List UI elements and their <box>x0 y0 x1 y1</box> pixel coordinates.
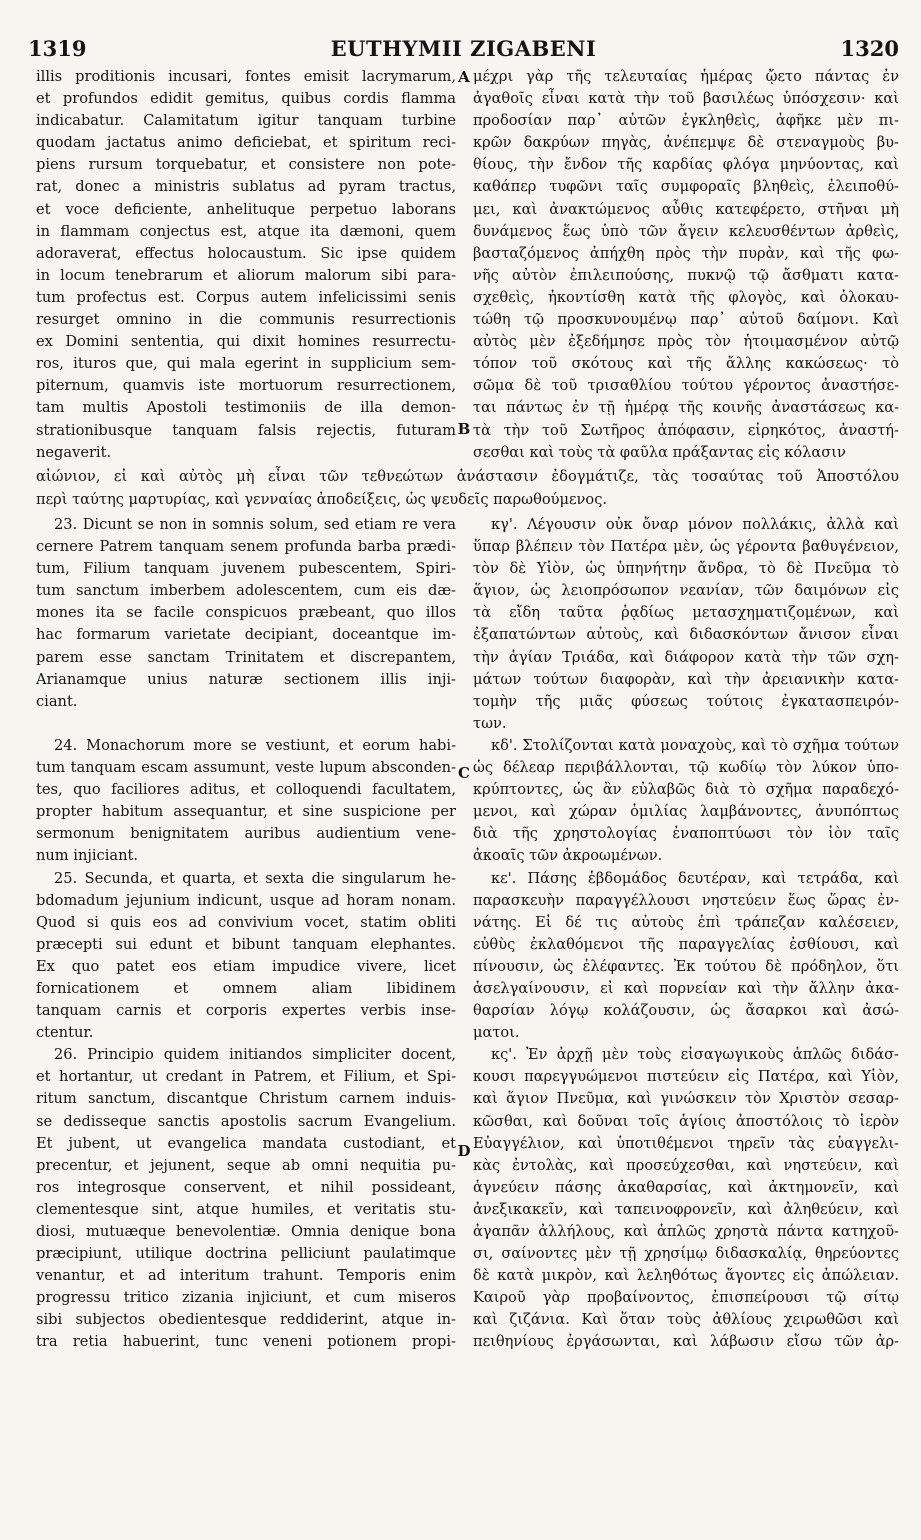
latin-text-line: se dedisseque sanctis apostolis sacrum Evangelium. <box>36 1112 456 1130</box>
latin-text-line: cernere Patrem tanquam senem profunda barba prædi- <box>36 538 456 556</box>
latin-text-line: adoraverat, effectus holocaustum. Sic ipse quidem <box>36 244 456 262</box>
latin-text-line: ciant. <box>36 692 78 710</box>
greek-text-line: δυνάμενος ἕως ὑπὸ τῶν ἄγειν κελευσθέντων ἀρθεὶς, <box>473 222 899 240</box>
greek-text-line: προδοσίαν παρ᾽ αὐτῶν ἐγκληθεὶς, ἀφῆκε μὲν πι- <box>473 112 899 130</box>
latin-text-line: tam multis Apostoli testimoniis de illa demon- <box>36 399 456 417</box>
greek-text-line: νῆς αὐτὸν ἐπιλειπούσης, πυκνῷ τῷ ἄσθματι κατα- <box>473 266 899 284</box>
paragraph-first-line: 25. Secunda, et quarta, et sexta die singularum he- <box>54 869 456 887</box>
greek-text-line: νάτης. Εἰ δέ τις αὐτοὺς ἐπὶ τράπεζαν καλέσειεν, <box>473 913 899 931</box>
greek-text-line: βασταζόμενος ἀπήχθη πρὸς τὴν πυρὰν, καὶ τῆς φω- <box>473 244 899 262</box>
latin-text-line: indicabatur. Calamitatum igitur tanquam turbine <box>36 112 456 130</box>
greek-text-line: τώθη τῷ προσκυνουμένῳ παρ᾽ αὐτοῦ δαίμονι. Καὶ <box>473 311 899 329</box>
latin-text-line: strationibusque tanquam falsis rejectis, futuram <box>36 421 456 439</box>
greek-text-line: παρασκευὴν παραγγέλλουσι νηστεύειν ἕως ὥρας ἐν- <box>473 891 899 909</box>
greek-text-line: τὰ τὴν τοῦ Σωτῆρος ἀπόφασιν, εἰρηκότος, ἀναστή- <box>473 421 899 439</box>
latin-text-line: venantur, et ad interitum trahunt. Temporis enim <box>36 1267 456 1285</box>
margin-marker-c: C <box>458 764 470 782</box>
greek-text-line: ἀνεξικακεῖν, καὶ ταπεινοφρονεῖν, καὶ ἀληθεύειν, καὶ <box>473 1200 899 1218</box>
latin-text-line: tum, Filium tanquam juvenem pubescentem, Spiri- <box>36 560 456 578</box>
greek-text-line: καὶ ζιζάνια. Καὶ ὅταν τοὺς ἀθλίους χειρωθῶσι καὶ <box>473 1311 899 1329</box>
page-number-right: 1320 <box>840 36 899 61</box>
latin-text-line: progressu tritico zizania injiciunt, et cum miseros <box>36 1289 456 1307</box>
latin-text-line: propter habitum assequantur, et sine suspicione per <box>36 803 456 821</box>
greek-text-line: κρύπτοντες, ὡς ἂν εὐλαβῶς διὰ τὸ σχῆμα παραδεχό- <box>473 781 899 799</box>
running-title: EUTHYMII ZIGABENI <box>330 36 597 61</box>
paragraph-first-line: κδ'. Στολίζονται κατὰ μοναχοὺς, καὶ τὸ σχῆμα τούτων <box>491 736 899 754</box>
latin-text-line: Arianamque unius naturæ sectionem illis inji- <box>36 670 456 688</box>
latin-text-line: præcipiunt, utilique doctrina pelliciunt paulatimque <box>36 1245 456 1263</box>
greek-text-line: θαρσίαν λόγῳ κολάζουσιν, ὡς ἄσαρκοι καὶ ἀσώ- <box>473 1002 899 1020</box>
greek-text-line: τὰ εἴδη ταῦτα ῥᾳδίως μετασχηματιζομένων, καὶ <box>473 604 899 622</box>
paragraph-first-line: 24. Monachorum more se vestiunt, et eorum habi- <box>54 736 456 754</box>
latin-text-line: fornicationem et omnem aliam libidinem <box>36 979 456 997</box>
margin-marker-d: D <box>457 1142 471 1160</box>
greek-text-line: ἀγαπᾶν ἀλλήλους, καὶ ἁπλῶς χρηστὰ πάντα κατηχοῦ- <box>473 1223 899 1240</box>
latin-text-line: ritum sanctum, discantque Christum carnem induis- <box>36 1090 456 1108</box>
latin-text-line: piens rursum torquebatur, et consistere non pote- <box>36 156 456 174</box>
latin-text-line <box>36 713 456 735</box>
greek-text-line: ἅγιον, ὡς λειοπρόσωπον νεανίαν, τῶν δαιμόνων εἰς <box>473 582 899 600</box>
latin-text-line: sibi subjectos obedientesque reddiderint, atque in- <box>36 1311 456 1329</box>
greek-text-line: κῶσθαι, καὶ δοῦναι τοῖς ἁγίοις ἀποστόλοις τὸ ἱερὸν <box>473 1112 899 1130</box>
latin-text-line: rat, donec a ministris sublatus ad pyram tractus, <box>36 178 456 196</box>
latin-text-line: tum sanctum imberbem adolescentem, cum eis dæ- <box>36 582 456 600</box>
latin-text-line: et profundos edidit gemitus, quibus cordis flamma <box>36 90 456 108</box>
latin-text-line: tes, quo faciliores aditus, et colloquendi facultatem, <box>36 781 456 799</box>
latin-text-line: præcepti sui edunt et bibunt tanquam elephantes. <box>36 935 456 953</box>
latin-text-line: in locum tenebrarum et aliorum malorum sibi para- <box>36 266 456 284</box>
latin-text-line: precentur, et jejunent, seque ab omni nequitia pu- <box>36 1156 456 1174</box>
latin-column-bottom <box>36 514 456 1354</box>
greek-text-line: τόπον τοῦ σκότους καὶ τῆς ἄλλης κακώσεως· τὸ <box>473 355 899 373</box>
latin-text-line: ctentur. <box>36 1024 94 1042</box>
latin-text-line: Et jubent, ut evangelica mandata custodiant, et <box>36 1134 456 1152</box>
paragraph-first-line: κγ'. Λέγουσιν οὐκ ὄναρ μόνον πολλάκις, ἀλλὰ καὶ <box>491 516 899 533</box>
greek-text-line: εὐθὺς ἐκλαθόμενοι τῆς παραγγελίας ἐσθίουσι, καὶ <box>473 935 899 953</box>
latin-text-line: ros, ituros que, qui mala egerint in supplicium sem- <box>36 355 456 373</box>
greek-text-line: κὰς ἐντολὰς, καὶ προσεύχεσθαι, καὶ νηστεύειν, καὶ <box>473 1156 899 1174</box>
latin-text-line: et voce deficiente, anhelituque perpetuo laborans <box>36 200 456 218</box>
paragraph-first-line: κς'. Ἐν ἀρχῇ μὲν τοὺς εἰσαγωγικοὺς ἁπλῶς διδάσ- <box>491 1046 899 1064</box>
greek-text-line: ἀγαθοῖς εἶναι κατὰ τὴν τοῦ βασιλέως ὑπόσχεσιν· καὶ <box>473 90 899 108</box>
full-width-greek-text <box>36 466 899 511</box>
greek-text-line: Καιροῦ γὰρ προβαίνοντος, ἐπισπείρουσι τῷ σίτῳ <box>473 1289 899 1307</box>
greek-text-line: ἀσελγαίνουσιν, εἰ καὶ πορνείαν καὶ τὴν ἄλλην ἀκα- <box>473 979 899 997</box>
greek-text-line: δὲ κατὰ μικρὸν, καὶ λεληθότως ἄγοντες εἰς ἀπώλειαν. <box>473 1267 899 1285</box>
page-number-left: 1319 <box>28 36 87 61</box>
latin-text-line: tra retia habuerint, tunc veneni potionem propi- <box>36 1333 456 1351</box>
greek-text-line: Εὐαγγέλιον, καὶ ὑποτιθέμενοι τηρεῖν τὰς εὐαγγελι- <box>473 1134 899 1152</box>
latin-text-line: parem esse sanctam Trinitatem et discrepantem, <box>36 648 456 666</box>
greek-text-line: αὐτὸς μὲν ἐξεδήμησε πρὸς τὸν ἡτοιμασμένον αὐτῷ <box>473 333 899 351</box>
margin-marker-b: B <box>457 420 471 438</box>
greek-text-line: κουσι παρεγγυώμενοι πιστεύειν εἰς Πατέρα, καὶ Υἱὸν, <box>473 1068 899 1086</box>
greek-text-line: διὰ τῆς χρηστολογίας ἐναποπτύωσι τὸν ἰὸν ταῖς <box>473 825 899 843</box>
greek-text-line: σῶμα δὲ τοῦ τρισαθλίου τούτου γέροντος ἀναστήσε- <box>473 377 899 395</box>
greek-text-line: ματοι. <box>473 1024 520 1042</box>
greek-text-line: θίους, τὴν ἔνδον τῆς καρδίας φλόγα μηνύοντας, καὶ <box>473 156 899 174</box>
latin-text-line: Quod si quis eos ad convivium vocet, statim obliti <box>36 913 456 931</box>
latin-text-line: quodam jactatus animo deficiebat, et spiritum reci- <box>36 134 456 152</box>
latin-text-line: piternum, quamvis iste mortuorum resurrectionem, <box>36 377 456 395</box>
paragraph-first-line: 23. Dicunt se non in somnis solum, sed etiam re vera <box>54 516 456 533</box>
greek-text-line: καθάπερ τυφῶνι ταῖς συμφοραῖς βληθεὶς, ἐλειποθύ- <box>473 178 899 196</box>
latin-text-line: tum tanquam escam assumunt, veste lupum absconden- <box>36 759 456 777</box>
latin-text-line: et hortantur, ut credant in Patrem, et Filium, et Spi- <box>36 1068 456 1086</box>
greek-text-line: ὡς δέλεαρ περιβάλλονται, τῷ κωδίῳ τὸν λύκον ὑπο- <box>473 759 899 777</box>
greek-text-line: μέχρι γὰρ τῆς τελευταίας ἡμέρας ᾤετο πάντας ἐν <box>473 68 899 85</box>
greek-text-line: μάτων τούτων διαφορὰν, καὶ τὴν ἀρειανικὴν κατα- <box>473 670 899 688</box>
latin-text-line: tanquam carnis et corporis expertes verbis inse- <box>36 1002 456 1020</box>
greek-text-line: τομὴν τῆς μιᾶς φύσεως τούτοις ἐγκατασπειρόν- <box>473 692 899 710</box>
greek-text-line: ται πάντως ἐν τῇ ἡμέρᾳ τῆς κοινῆς ἀναστάσεως κα- <box>473 399 899 417</box>
greek-text-line: ἀκοαῖς τῶν ἀκροωμένων. <box>473 847 663 865</box>
greek-text-line: μενοι, καὶ χώραν ὁμιλίας λαμβάνοντες, ἀνυπόπτως <box>473 803 899 821</box>
latin-text-line: mones ita se facile conspicuos præbeant, quo illos <box>36 604 456 622</box>
latin-text-line: negaverit. <box>36 443 112 461</box>
greek-column-bottom <box>473 514 899 1354</box>
latin-text-line: num injiciant. <box>36 847 138 865</box>
greek-column-top <box>473 66 899 464</box>
latin-text-line: resurget omnino in die communis resurrectionis <box>36 311 456 329</box>
greek-text-line: τὸν δὲ Υἱὸν, ὡς ὑπηνήτην ἄνδρα, τὸ δὲ Πνεῦμα τὸ <box>473 560 899 578</box>
greek-text-line: ἁγνεύειν πάσης ἀκαθαρσίας, καὶ ἀκτημονεῖν, καὶ <box>473 1178 899 1196</box>
latin-text-line: clementesque sint, atque humiles, et veritatis stu- <box>36 1200 456 1218</box>
greek-text-line: σι, σαίνοντες μὲν τῇ χρησίμῳ διδασκαλίᾳ, θηρεύοντες <box>473 1245 899 1263</box>
latin-column-top <box>36 66 456 464</box>
full-width-line: περὶ ταύτης μαρτυρίας, καὶ γενναίας ἀποδείξεις, ὡς ψευδεῖς παρωθούμενος. <box>36 490 608 508</box>
greek-text-line: κρῶν δακρύων πηγὰς, ἀνέπεμψε δὲ στεναγμοὺς βυ- <box>473 134 899 152</box>
greek-text-line: τὴν ἁγίαν Τριάδα, καὶ διάφορον κατὰ τὴν τῶν σχη- <box>473 648 899 666</box>
latin-text-line: tum profectus est. Corpus autem infelicissimi senis <box>36 288 456 306</box>
greek-text-line: ἐξαπατώντων αὐτοὺς, καὶ διδασκόντων ἄνισον εἶναι <box>473 626 899 644</box>
greek-text-line: πειθηνίους ἐργάσωνται, καὶ λάβωσιν εἴσω τῶν ἀρ- <box>473 1333 899 1351</box>
greek-text-line: σεσθαι καὶ τοὺς τὰ φαῦλα πράξαντας εἰς κόλασιν <box>473 443 846 461</box>
greek-text-line: των. <box>473 714 507 732</box>
greek-text-line: ὕπαρ βλέπειν τὸν Πατέρα μὲν, ὡς γέροντα βαθυγένειον, <box>473 538 899 556</box>
margin-marker-a: A <box>458 68 470 86</box>
latin-text-line: ros integrosque conservent, et nihil possideant, <box>36 1178 456 1196</box>
latin-text-line: in flammam conjectus est, atque ita dæmoni, quem <box>36 222 456 240</box>
paragraph-first-line: κε'. Πάσης ἑβδομάδος δευτέραν, καὶ τετράδα, καὶ <box>491 869 899 887</box>
latin-text-line: diosi, mutuæque benevolentiæ. Omnia denique bona <box>36 1223 456 1240</box>
latin-text-line: bdomadum jejunium indicunt, usque ad horam nonam. <box>36 891 456 909</box>
greek-text-line: μει, καὶ ἀνακτώμενος αὖθις κατεφέρετο, στῆναι μὴ <box>473 200 899 218</box>
latin-text-line: ex Domini sententia, qui dixit homines resurrectu- <box>36 333 456 351</box>
full-width-line: αἰώνιον, εἰ καὶ αὐτὸς μὴ εἶναι τῶν τεθνεώτων ἀνάστασιν ἐδογμάτιζε, τὰς τοσαύτας τοῦ Ἀποστόλου <box>36 468 899 485</box>
latin-text-line: hac formarum varietate decipiant, doceantque im- <box>36 626 456 644</box>
paragraph-first-line: 26. Principio quidem initiandos simpliciter docent, <box>54 1046 456 1064</box>
latin-text-line: sermonum benignitatem auribus audientium vene- <box>36 825 456 843</box>
greek-text-line: σχεθεὶς, ἠκοντίσθη κατὰ τῆς φλογὸς, καὶ ὁλοκαυ- <box>473 288 899 306</box>
greek-text-line: καὶ ἅγιον Πνεῦμα, καὶ γινώσκειν τὸν Χριστὸν σεσαρ- <box>473 1090 899 1108</box>
latin-text-line: illis proditionis incusari, fontes emisit lacrymarum, <box>36 68 456 85</box>
page-header <box>28 36 899 64</box>
greek-text-line: πίνουσιν, ὡς ἐλέφαντες. Ἐκ τούτου δὲ πρόδηλον, ὅτι <box>473 957 899 975</box>
latin-text-line: Ex quo patet eos etiam impudice vivere, licet <box>36 957 456 975</box>
